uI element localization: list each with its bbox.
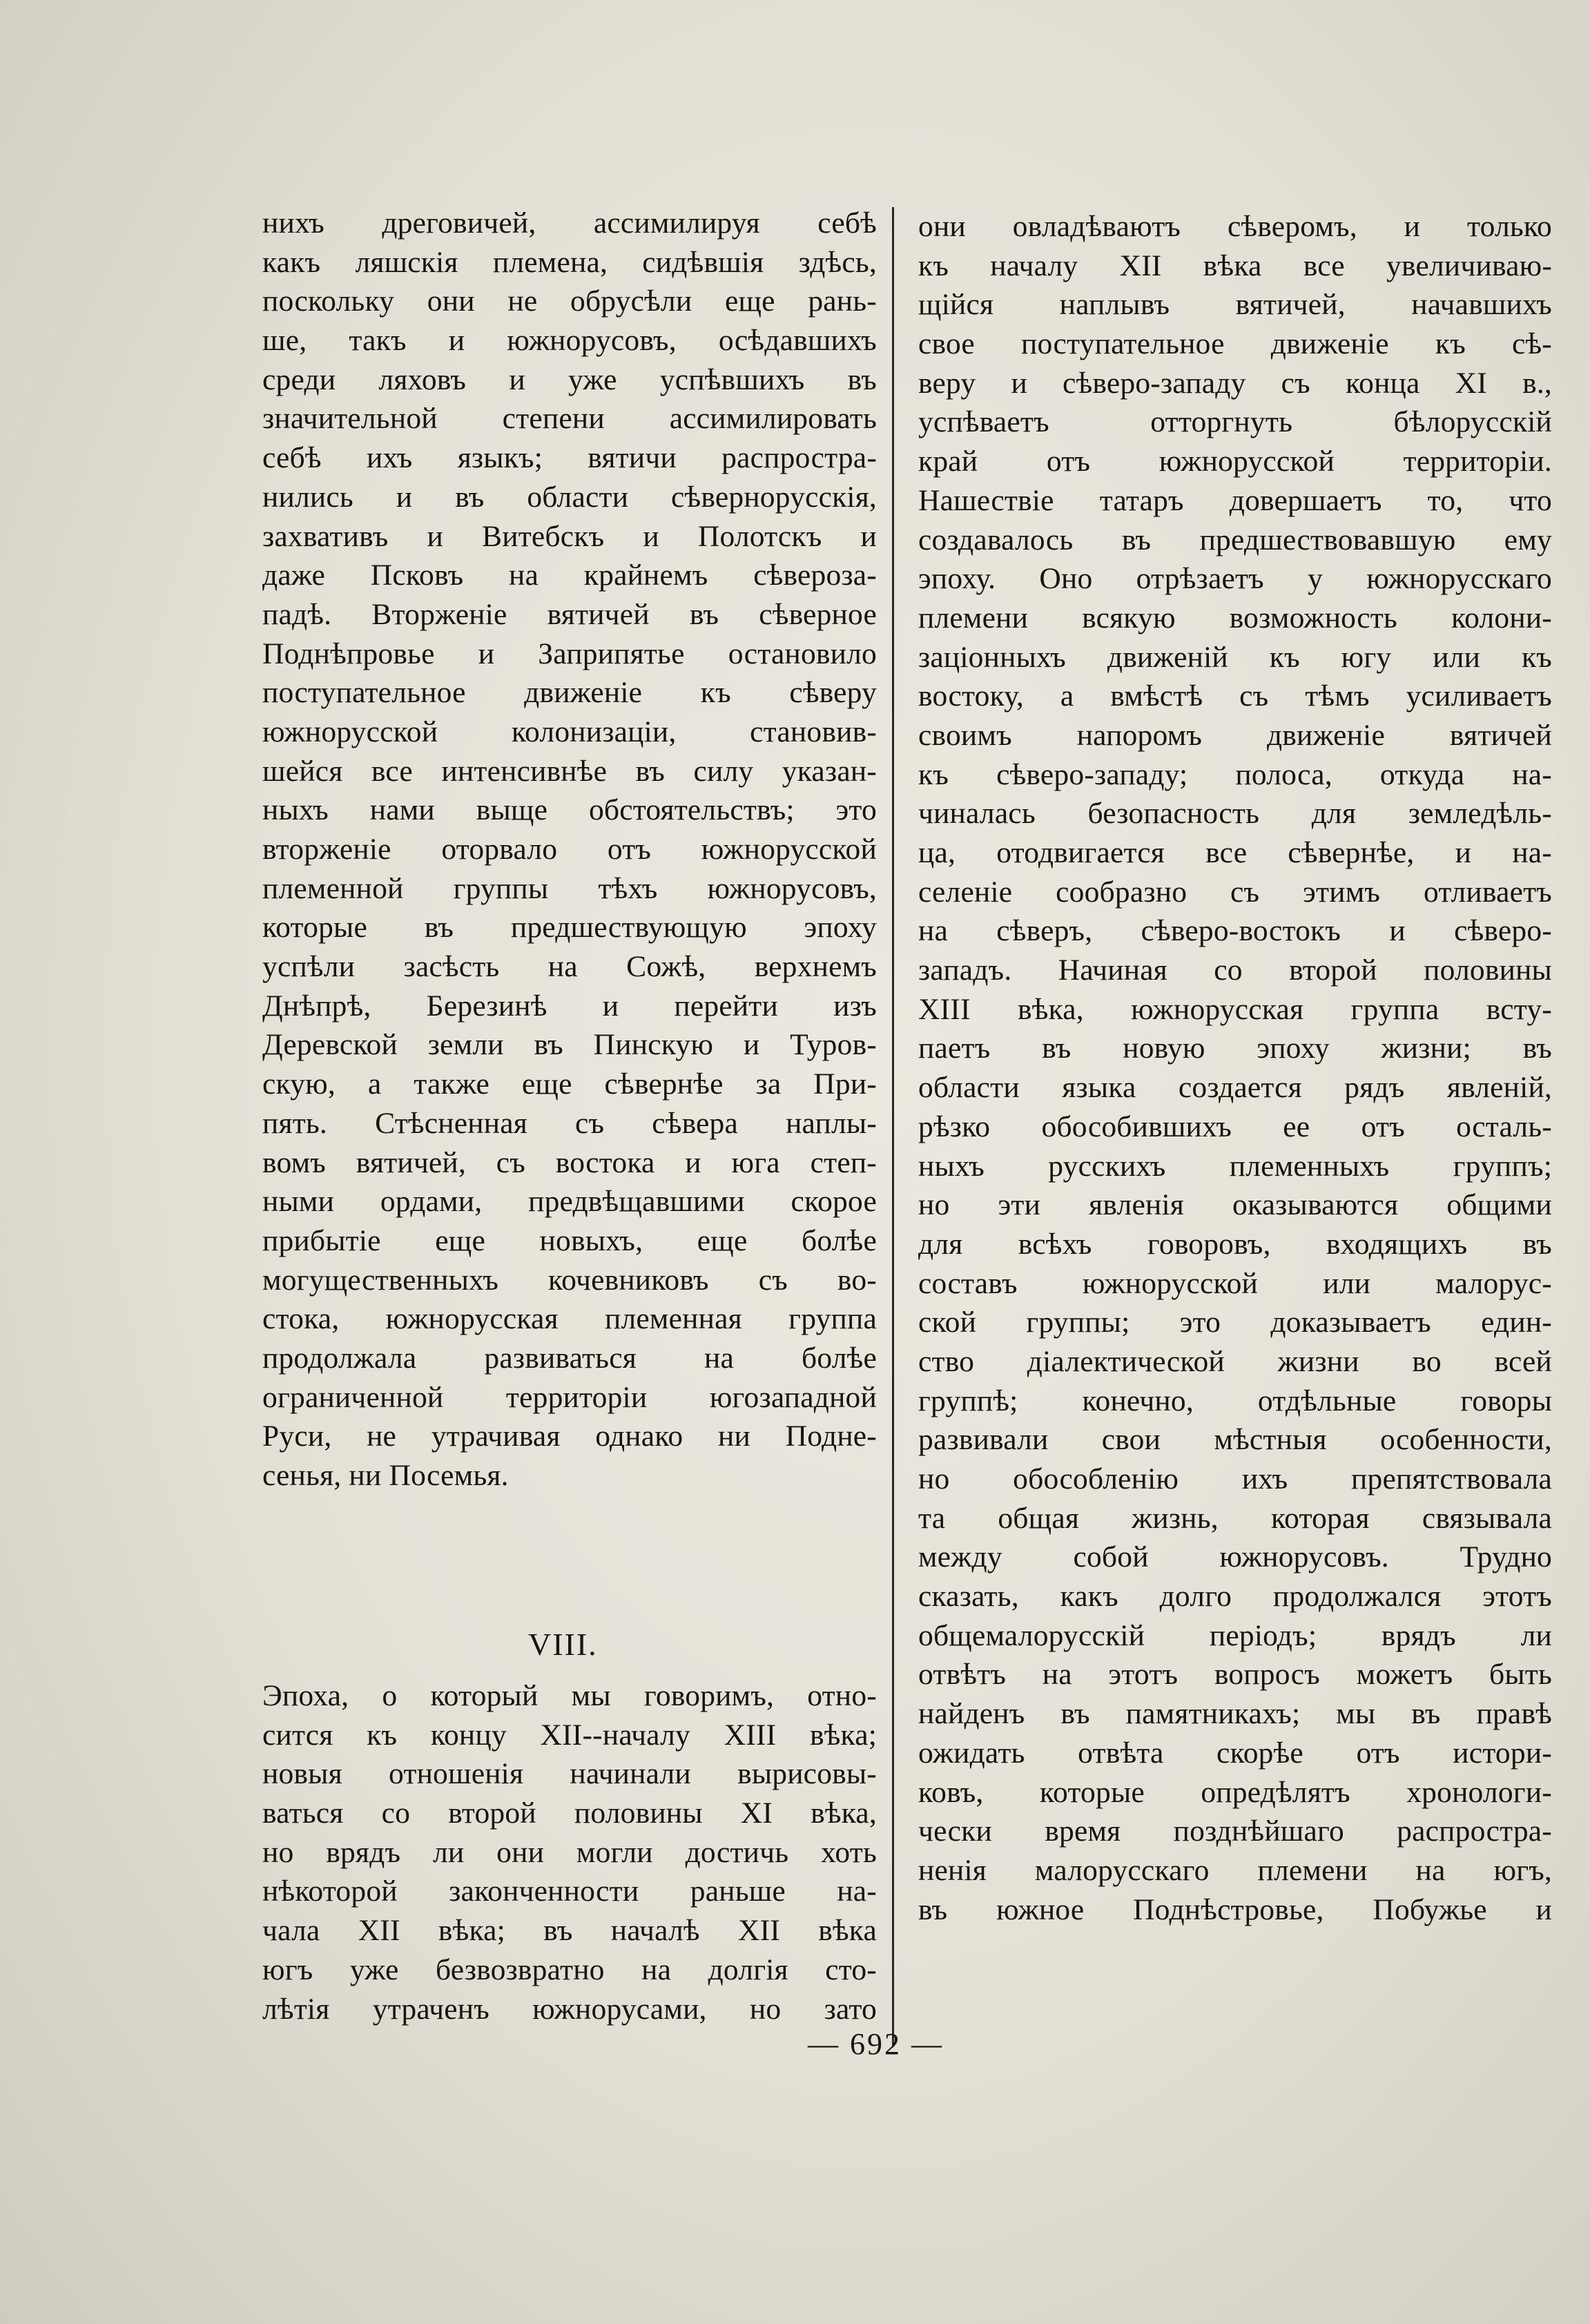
text-line: на сѣверъ, сѣверо-востокъ и сѣверо- bbox=[918, 914, 1552, 948]
text-line: племенной группы тѣхъ южнорусовъ, bbox=[262, 871, 877, 905]
text-line: щійся наплывъ вятичей, начавшихъ bbox=[918, 288, 1552, 322]
text-line: западъ. Начиная со второй половины bbox=[918, 953, 1552, 987]
text-line: Поднѣпровье и Заприпятье остановило bbox=[262, 637, 877, 670]
text-line: для всѣхъ говоровъ, входящихъ въ bbox=[918, 1227, 1552, 1261]
text-line: лѣтія утраченъ южнорусами, но зато bbox=[262, 1992, 877, 2026]
text-line: сенья, ни Посемья. bbox=[262, 1459, 509, 1492]
text-line: группѣ; конечно, отдѣльные говоры bbox=[918, 1384, 1552, 1417]
text-line: скую, а также еще сѣвернѣе за При- bbox=[262, 1067, 877, 1101]
text-line: найденъ въ памятникахъ; мы въ правѣ bbox=[918, 1697, 1552, 1731]
text-line: падѣ. Вторженіе вятичей въ сѣверное bbox=[262, 597, 877, 631]
text-line: Руси, не утрачивая однако ни Подне- bbox=[262, 1420, 877, 1453]
text-line: пять. Стѣсненная съ сѣвера наплы- bbox=[262, 1106, 877, 1140]
text-line: успѣваетъ отторгнуть бѣлорусскій bbox=[918, 405, 1552, 439]
text-line: они овладѣваютъ сѣверомъ, и только bbox=[918, 210, 1552, 243]
text-line: составъ южнорусской или малорус- bbox=[918, 1266, 1552, 1300]
left-column bbox=[262, 204, 877, 1495]
text-line: какъ ляшскія племена, сидѣвшія здѣсь, bbox=[262, 245, 877, 279]
text-line: къ началу XII вѣка все увеличиваю- bbox=[918, 249, 1552, 282]
text-line: Нашествіе татаръ довершаетъ то, что bbox=[918, 483, 1552, 517]
text-line: эпоху. Оно отрѣзаетъ у южнорусскаго bbox=[918, 562, 1552, 596]
text-line: захвативъ и Витебскъ и Полотскъ и bbox=[262, 519, 877, 553]
text-line: сится къ концу XII--началу XIII вѣка; bbox=[262, 1718, 877, 1752]
text-line: южнорусской колонизаціи, становив- bbox=[262, 715, 877, 748]
text-line: прибытіе еще новыхъ, еще болѣе bbox=[262, 1223, 877, 1257]
text-line: край отъ южнорусской территоріи. bbox=[918, 445, 1552, 478]
text-line: та общая жизнь, которая связывала bbox=[918, 1501, 1552, 1535]
right-column bbox=[918, 207, 1552, 1929]
text-line: востоку, а вмѣстѣ съ тѣмъ усиливаетъ bbox=[918, 679, 1552, 713]
text-line: отвѣтъ на этотъ вопросъ можетъ быть bbox=[918, 1658, 1552, 1692]
text-line: XIII вѣка, южнорусская группа всту- bbox=[918, 992, 1552, 1026]
text-line: стока, южнорусская племенная группа bbox=[262, 1302, 877, 1336]
text-line: свое поступательное движеніе къ сѣ- bbox=[918, 327, 1552, 361]
text-line: заціонныхъ движеній къ югу или къ bbox=[918, 640, 1552, 674]
text-line: сказать, какъ долго продолжался этотъ bbox=[918, 1580, 1552, 1614]
text-line: шейся все интенсивнѣе въ силу указан- bbox=[262, 754, 877, 788]
text-line: племени всякую возможность колони- bbox=[918, 601, 1552, 635]
text-line: паетъ въ новую эпоху жизни; въ bbox=[918, 1032, 1552, 1065]
page-number: — 692 — bbox=[808, 2027, 944, 2061]
text-line: ство діалектической жизни во всей bbox=[918, 1344, 1552, 1378]
text-line: которые въ предшествующую эпоху bbox=[262, 911, 877, 945]
text-line: создавалось въ предшествовавшую ему bbox=[918, 523, 1552, 556]
text-line: ца, отодвигается все сѣвернѣе, и на- bbox=[918, 836, 1552, 869]
text-line: къ сѣверо-западу; полоса, откуда на- bbox=[918, 757, 1552, 791]
text-line: ограниченной территоріи югозападной bbox=[262, 1380, 877, 1414]
text-line: нихъ дреговичей, ассимилируя себѣ bbox=[262, 206, 877, 240]
text-line: ожидать отвѣта скорѣе отъ истори- bbox=[918, 1736, 1552, 1770]
text-line: развивали свои мѣстныя особенности, bbox=[918, 1423, 1552, 1457]
text-line: ными ордами, предвѣщавшими скорое bbox=[262, 1185, 877, 1219]
text-line: но врядъ ли они могли достичь хоть bbox=[262, 1835, 877, 1869]
text-line: Днѣпрѣ, Березинѣ и перейти изъ bbox=[262, 989, 877, 1023]
text-line: между собой южнорусовъ. Трудно bbox=[918, 1540, 1552, 1574]
text-line: вомъ вятичей, съ востока и юга степ- bbox=[262, 1145, 877, 1179]
text-line: среди ляховъ и уже успѣвшихъ въ bbox=[262, 362, 877, 396]
text-line: но обособленію ихъ препятствовала bbox=[918, 1462, 1552, 1495]
text-line: чиналась безопасность для земледѣль- bbox=[918, 797, 1552, 831]
text-line: области языка создается рядъ явленій, bbox=[918, 1071, 1552, 1105]
left-column-continued bbox=[262, 1676, 877, 2028]
text-line: чески время позднѣйшаго распростра- bbox=[918, 1814, 1552, 1848]
text-line: селеніе сообразно съ этимъ отливаетъ bbox=[918, 875, 1552, 909]
text-line: ше, такъ и южнорусовъ, осѣдавшихъ bbox=[262, 324, 877, 358]
text-line: даже Псковъ на крайнемъ сѣвероза- bbox=[262, 559, 877, 592]
text-line: ныхъ русскихъ племенныхъ группъ; bbox=[918, 1149, 1552, 1183]
text-line: Деревской земли въ Пинскую и Туров- bbox=[262, 1028, 877, 1062]
text-line: значительной степени ассимилировать bbox=[262, 402, 877, 436]
text-line: ковъ, которые опредѣлятъ хронологи- bbox=[918, 1775, 1552, 1809]
text-line: югъ уже безвозвратно на долгія сто- bbox=[262, 1953, 877, 1986]
text-line: своимъ напоромъ движеніе вятичей bbox=[918, 718, 1552, 752]
text-line: нились и въ области сѣвернорусскія, bbox=[262, 480, 877, 514]
text-line: вторженіе оторвало отъ южнорусской bbox=[262, 833, 877, 866]
text-line: ненія малорусскаго племени на югъ, bbox=[918, 1853, 1552, 1887]
text-line: чала XII вѣка; въ началѣ XII вѣка bbox=[262, 1914, 877, 1948]
text-line: въ южное Поднѣстровье, Побужье и bbox=[918, 1892, 1552, 1926]
text-line: новыя отношенія начинали вырисовы- bbox=[262, 1757, 877, 1791]
text-line: веру и сѣверо-западу съ конца XI в., bbox=[918, 366, 1552, 400]
text-line: нѣкоторой законченности раньше на- bbox=[262, 1875, 877, 1908]
text-line: продолжала развиваться на болѣе bbox=[262, 1341, 877, 1375]
text-line: рѣзко обособившихъ ее отъ осталь- bbox=[918, 1110, 1552, 1143]
text-line: общемалорусскій періодъ; врядъ ли bbox=[918, 1618, 1552, 1652]
text-line: ныхъ нами выще обстоятельствъ; это bbox=[262, 793, 877, 827]
text-line: поступательное движеніе къ сѣверу bbox=[262, 676, 877, 710]
text-line: поскольку они не обрусѣли еще рань- bbox=[262, 284, 877, 318]
text-line: Эпоха, о который мы говоримъ, отно- bbox=[262, 1679, 877, 1712]
text-line: но эти явленія оказываются общими bbox=[918, 1188, 1552, 1222]
text-line: ваться со второй половины XI вѣка, bbox=[262, 1797, 877, 1830]
text-line: могущественныхъ кочевниковъ съ во- bbox=[262, 1263, 877, 1297]
text-line: себѣ ихъ языкъ; вятичи распростра- bbox=[262, 441, 877, 475]
text-line: ской группы; это доказываетъ един- bbox=[918, 1306, 1552, 1339]
text-line: успѣли засѣсть на Сожѣ, верхнемъ bbox=[262, 950, 877, 984]
column-divider bbox=[892, 207, 894, 2047]
section-heading: VIII. bbox=[528, 1627, 598, 1662]
